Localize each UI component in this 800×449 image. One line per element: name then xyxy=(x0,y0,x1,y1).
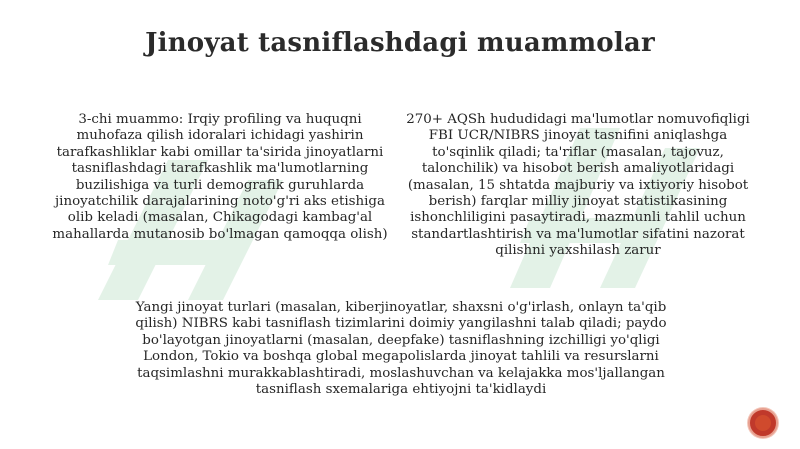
slide-title: Jinoyat tasniflashdagi muammolar xyxy=(145,28,655,58)
text-block-right: 270+ AQSh hududidagi ma'lumotlar nomuvofiqligi FBI UCR/NIBRS jinoyat tasnifini aniqlashga to'sqinlik qiladi; ta'riflar (masalan, tajovuz, talonchilik) va hisobot berish amaliyotlaridagi (masalan, 15 shtatda majburiy va ixtiyoriy hisobot berish) farqlar milliy jinoyat statistikasining ishonchliligini pasaytiradi, mazmunli tahlil uchun standartlashtirish va ma'lumotlar sifatini nazorat qilishni yaxshilash zarur xyxy=(406,112,750,259)
text-block-left: 3-chi muammo: Irqiy profiling va huquqni muhofaza qilish idoralari ichidagi yashirin tarafkashliklar kabi omillar ta'sirida jinoyatlarni tasniflashdagi tarafkashlik ma'lumotlarning buzilishiga va turli demografik guruhlarda jinoyatchilik darajalarining noto'g'ri aks etishiga olib keladi (masalan, Chikagodagi kambag'al mahallarda mutanosib bo'lmagan qamoqqa olish) xyxy=(52,112,388,242)
text-block-bottom: Yangi jinoyat turlari (masalan, kiberjinoyatlar, shaxsni o'g'irlash, onlayn ta'qib qilish) NIBRS kabi tasniflash tizimlarini doimiy yangilashni talab qiladi; paydo bo'layotgan jinoyatlarni (masalan, deepfake) tasniflashning izchilligi yo'qligi London, Tokio va boshqa global megapolislarda jinoyat tahlili va resurslarni taqsimlashni murakkablashtiradi, moslashuvchan va kelajakka mos'ljallangan tasniflash sxemalariga ehtiyojni ta'kidlaydi xyxy=(135,300,667,398)
next-slide-button[interactable] xyxy=(748,408,778,438)
